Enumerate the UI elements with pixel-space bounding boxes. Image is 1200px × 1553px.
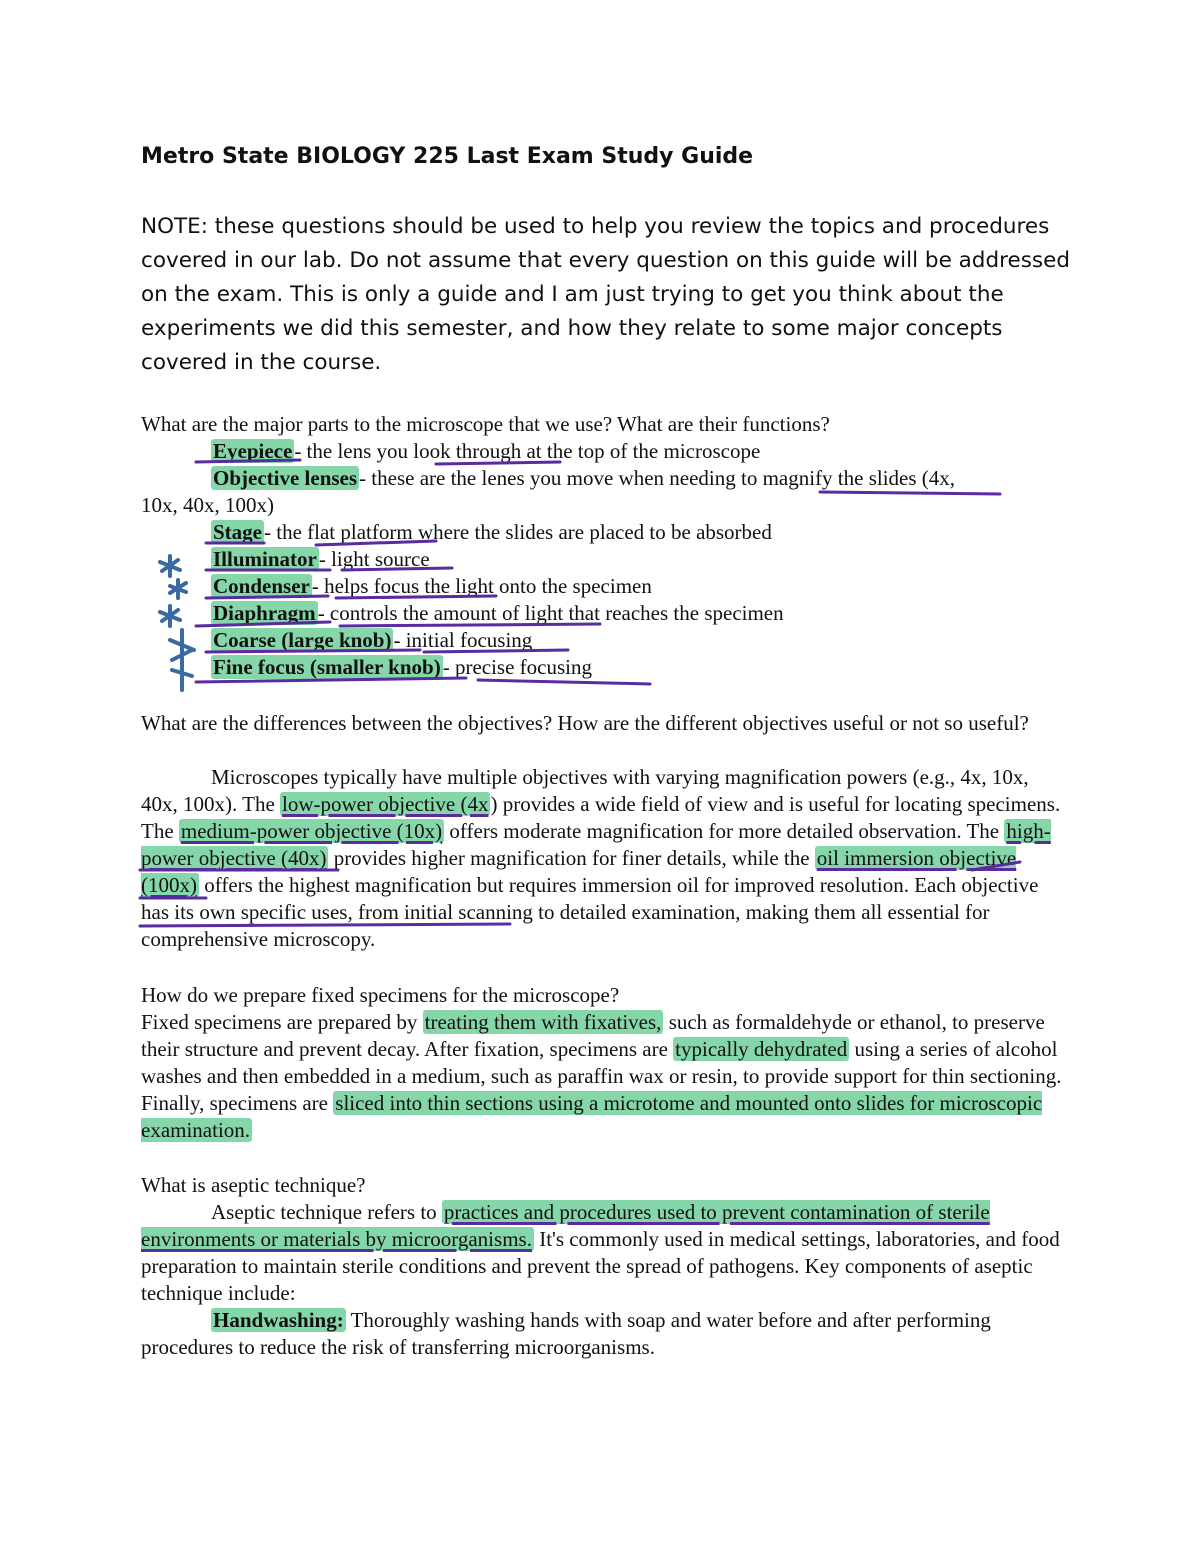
- part-term: Objective lenses: [213, 466, 358, 490]
- part-term: Eyepiece: [213, 439, 293, 463]
- answer-text: such as formaldehyde or ethanol, to preserve their structure and prevent decay. After fixation, specimens are: [141, 1010, 1045, 1061]
- part-stage: [211, 519, 772, 546]
- answer-text: Microscopes typically have multiple objectives with varying magnification powers (e.g., 4x, 10x, 40x, 100x). The: [141, 765, 1029, 816]
- term-handwashing: Handwashing:: [213, 1308, 344, 1332]
- part-desc: - these are the lenes you move when needing to magnify the slides (4x,: [359, 466, 956, 490]
- highlight-medium-power: medium-power objective (10x): [180, 819, 443, 843]
- highlight-dehydrated: typically dehydrated: [675, 1037, 848, 1061]
- answer-text: Thoroughly washing hands with soap and water before and after performing procedures to reduce the risk of transferring microorganisms.: [141, 1308, 991, 1359]
- answer-text: ) provides a wide field of view and is useful for locating specimens. The: [141, 792, 1061, 843]
- part-term: Illuminator: [213, 547, 317, 571]
- part-condenser: [211, 573, 652, 600]
- part-desc: - controls the amount of light that reaches the specimen: [317, 601, 784, 625]
- part-desc: - light source: [318, 547, 430, 571]
- answer-text: It's commonly used in medical settings, laboratories, and food preparation to maintain sterile conditions and prevent the spread of pathogens. Key components of aseptic technique include:: [141, 1227, 1060, 1305]
- part-desc: - helps focus the light onto the specimen: [311, 574, 652, 598]
- question-aseptic: What is aseptic technique?: [141, 1173, 366, 1197]
- part-desc: - precise focusing: [442, 655, 592, 679]
- part-desc: - the lens you look through at the top of the microscope: [294, 439, 761, 463]
- highlight-fixatives: treating them with fixatives,: [424, 1010, 662, 1034]
- part-term: Fine focus (smaller knob): [213, 655, 441, 679]
- answer-handwashing: [141, 1307, 1066, 1361]
- star-icon: [160, 556, 180, 576]
- part-term: Coarse (large knob): [213, 628, 392, 652]
- answer-text: offers moderate magnification for more detailed observation. The: [444, 819, 1005, 843]
- highlight-sectioning: sliced into thin sections using a microtome and mounted onto slides for microscopic examination.: [141, 1091, 1043, 1142]
- question-fixed-specimens: How do we prepare fixed specimens for the microscope?: [141, 983, 620, 1007]
- part-objective-lenses-cont: [141, 492, 274, 519]
- part-illuminator: [211, 546, 430, 573]
- answer-aseptic: [141, 1199, 1066, 1307]
- part-desc: - the flat platform where the slides are placed to be absorbed: [264, 520, 772, 544]
- part-diaphragm: [211, 600, 784, 627]
- part-eyepiece: [211, 438, 760, 465]
- answer-text: Aseptic technique refers to: [211, 1200, 442, 1224]
- part-fine-focus: [211, 654, 592, 681]
- answer-text: Fixed specimens are prepared by: [141, 1010, 423, 1034]
- star-icon: [170, 580, 186, 598]
- star-icon: [170, 630, 194, 690]
- intro-note: NOTE: these questions should be used to help you review the topics and procedures covered in our lab. Do not assume that every question on this guide will be addressed on the exam. This is only a guide and I am just trying to get you think about the experiments we did this semester, and how they relate to some major concepts covered in the course.: [141, 214, 1070, 375]
- part-objective-lenses: [211, 465, 955, 492]
- part-desc: - initial focusing: [393, 628, 533, 652]
- answer-text: provides higher magnification for finer details, while the: [328, 846, 815, 870]
- part-term: Condenser: [213, 574, 310, 598]
- highlight-oil-immersion: oil immersion objective (100x): [141, 846, 1017, 897]
- highlight-aseptic-definition: practices and procedures used to prevent contamination of sterile environments or materials by microorganisms.: [141, 1200, 990, 1251]
- question-objectives: What are the differences between the objectives? How are the different objectives useful or not so useful?: [141, 711, 1029, 735]
- question-microscope-parts: What are the major parts to the microscope that we use? What are their functions?: [141, 412, 830, 436]
- part-desc: 10x, 40x, 100x): [141, 493, 274, 517]
- star-icon: [160, 606, 180, 626]
- part-term: Stage: [213, 520, 262, 544]
- document-title: Metro State BIOLOGY 225 Last Exam Study Guide: [141, 144, 754, 169]
- underline-magnify: [820, 492, 1000, 494]
- answer-fixed-specimens: [141, 1009, 1066, 1144]
- highlight-low-power: low-power objective (4x: [282, 792, 489, 816]
- answer-text: offers the highest magnification but requires immersion oil for improved resolution. Each objective has its own specific uses, from initial scanning to detailed examination, making them all essential for comprehensive microscopy.: [141, 873, 1039, 951]
- part-coarse-knob: [211, 627, 532, 654]
- answer-objectives: [141, 764, 1066, 953]
- answer-text: using a series of alcohol washes and then embedded in a medium, such as paraffin wax or resin, to provide support for thin sectioning. Finally, specimens are: [141, 1037, 1062, 1115]
- highlight-high-power: high-power objective (40x): [141, 819, 1051, 870]
- part-term: Diaphragm: [213, 601, 316, 625]
